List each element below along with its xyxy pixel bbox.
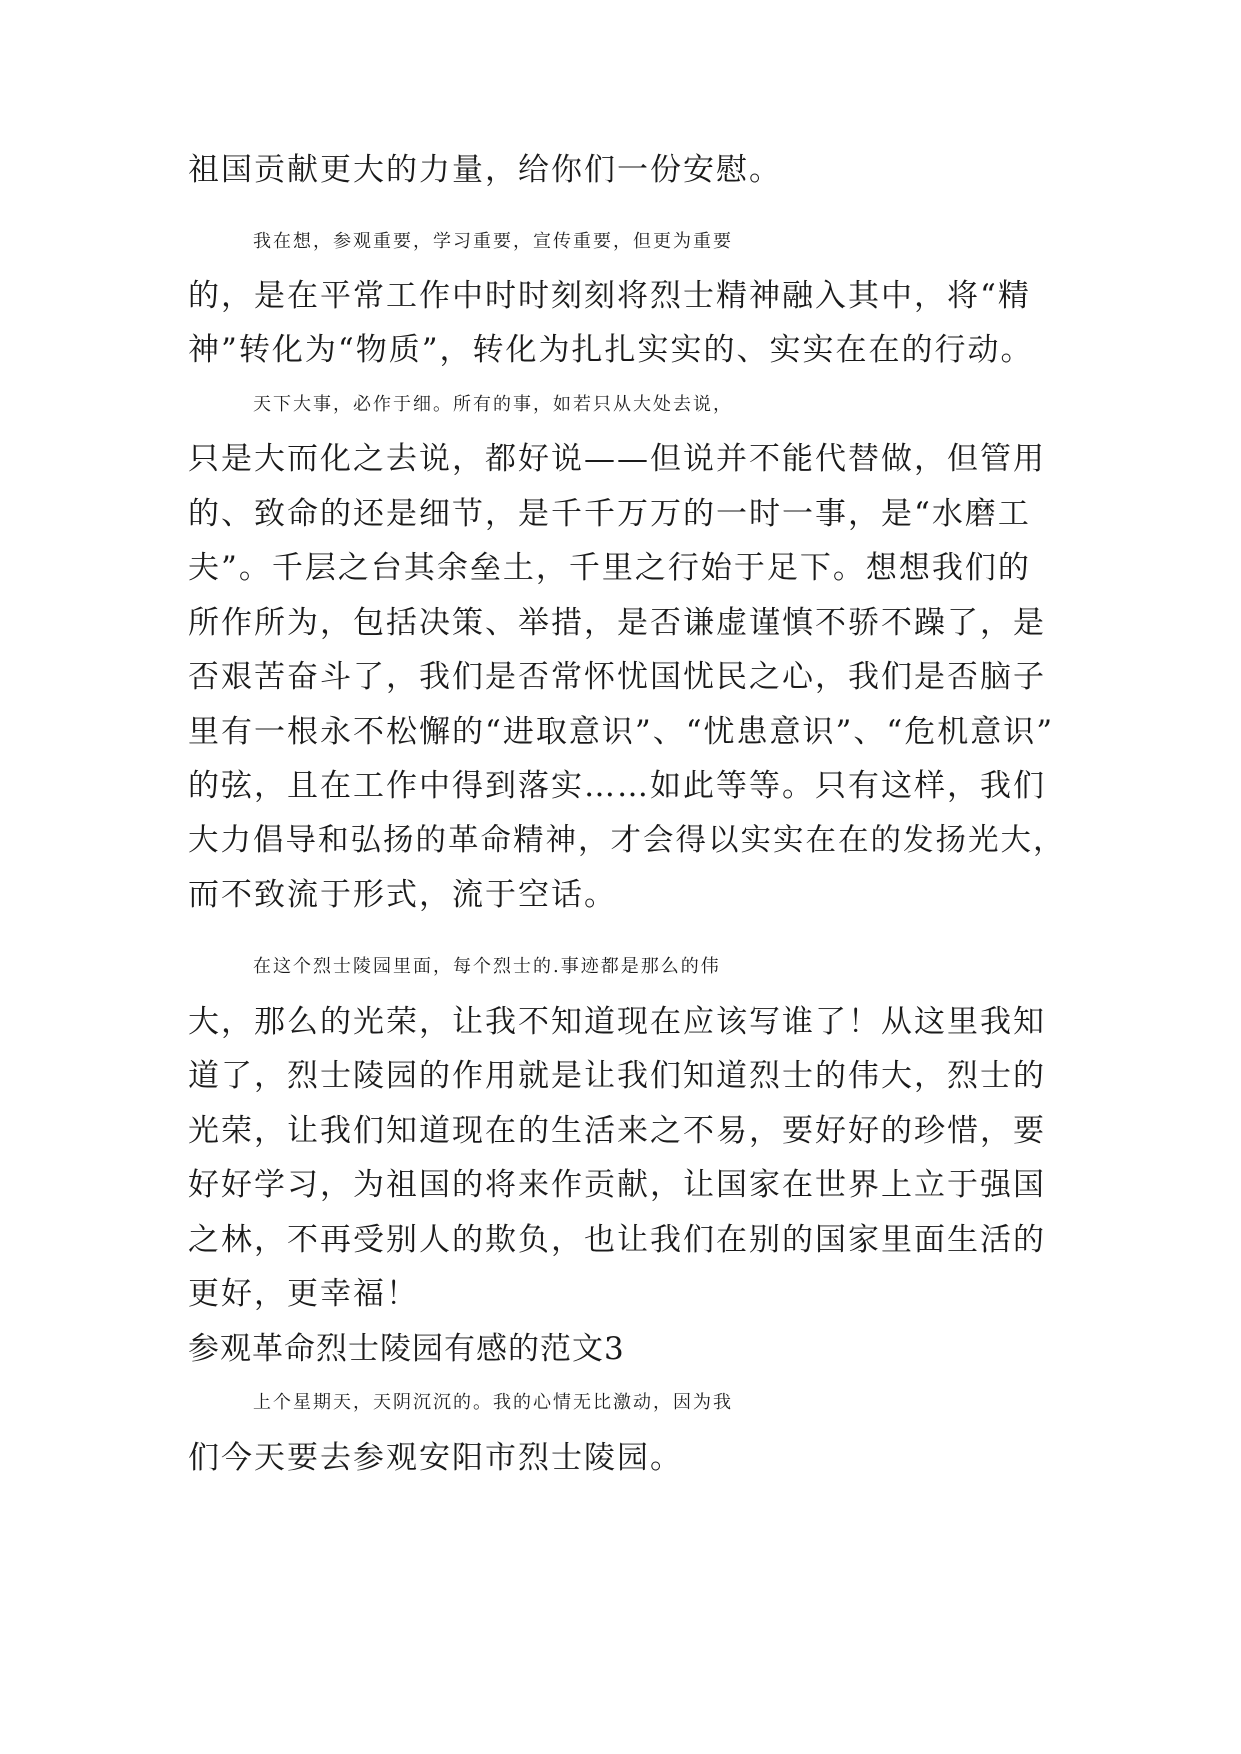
text-line: 光荣，让我们知道现在的生活来之不易，要好好的珍惜，要 (188, 1113, 1046, 1149)
paragraph-start-line: 在这个烈士陵园里面，每个烈士的.事迹都是那么的伟 (253, 956, 721, 977)
text-line: 道了，烈士陵园的作用就是让我们知道烈士的伟大，烈士的 (188, 1058, 1046, 1094)
paragraph-start-line: 我在想，参观重要，学习重要，宣传重要，但更为重要 (253, 231, 733, 252)
paragraph-start-line: 天下大事，必作于细。所有的事，如若只从大处去说， (253, 394, 733, 415)
text-line: 只是大而化之去说，都好说——但说并不能代替做，但管用 (188, 441, 1046, 477)
text-line: 神”转化为“物质”，转化为扎扎实实的、实实在在的行动。 (188, 332, 1034, 368)
text-line: 所作所为，包括决策、举措，是否谦虚谨慎不骄不躁了，是 (188, 605, 1046, 641)
text-line: 的、致命的还是细节，是千千万万的一时一事，是“水磨工 (188, 496, 1031, 532)
text-line: 否艰苦奋斗了，我们是否常怀忧国忧民之心，我们是否脑子 (188, 659, 1046, 695)
section-heading: 参观革命烈士陵园有感的范文3 (188, 1331, 625, 1367)
paragraph-start-line: 上个星期天，天阴沉沉的。我的心情无比激动，因为我 (253, 1392, 733, 1413)
text-line: 们今天要去参观安阳市烈士陵园。 (188, 1440, 683, 1476)
text-line: 好好学习，为祖国的将来作贡献，让国家在世界上立于强国 (188, 1167, 1046, 1203)
text-line: 祖国贡献更大的力量，给你们一份安慰。 (188, 152, 782, 188)
text-line: 之林，不再受别人的欺负，也让我们在别的国家里面生活的 (188, 1222, 1046, 1258)
text-line: 大力倡导和弘扬的革命精神，才会得以实实在在的发扬光大， (188, 823, 1066, 858)
text-line: 大，那么的光荣，让我不知道现在应该写谁了！从这里我知 (188, 1004, 1046, 1040)
text-line: 的弦，且在工作中得到落实……如此等等。只有这样，我们 (188, 768, 1046, 804)
text-line: 夫”。千层之台其余垒土，千里之行始于足下。想想我们的 (188, 550, 1031, 586)
text-line: 更好，更幸福！ (188, 1276, 419, 1312)
text-line: 而不致流于形式，流于空话。 (188, 877, 617, 913)
text-line: 里有一根永不松懈的“进取意识”、“忧患意识”、“危机意识” (188, 714, 1055, 750)
text-line: 的，是在平常工作中时时刻刻将烈士精神融入其中，将“精 (188, 278, 1031, 314)
